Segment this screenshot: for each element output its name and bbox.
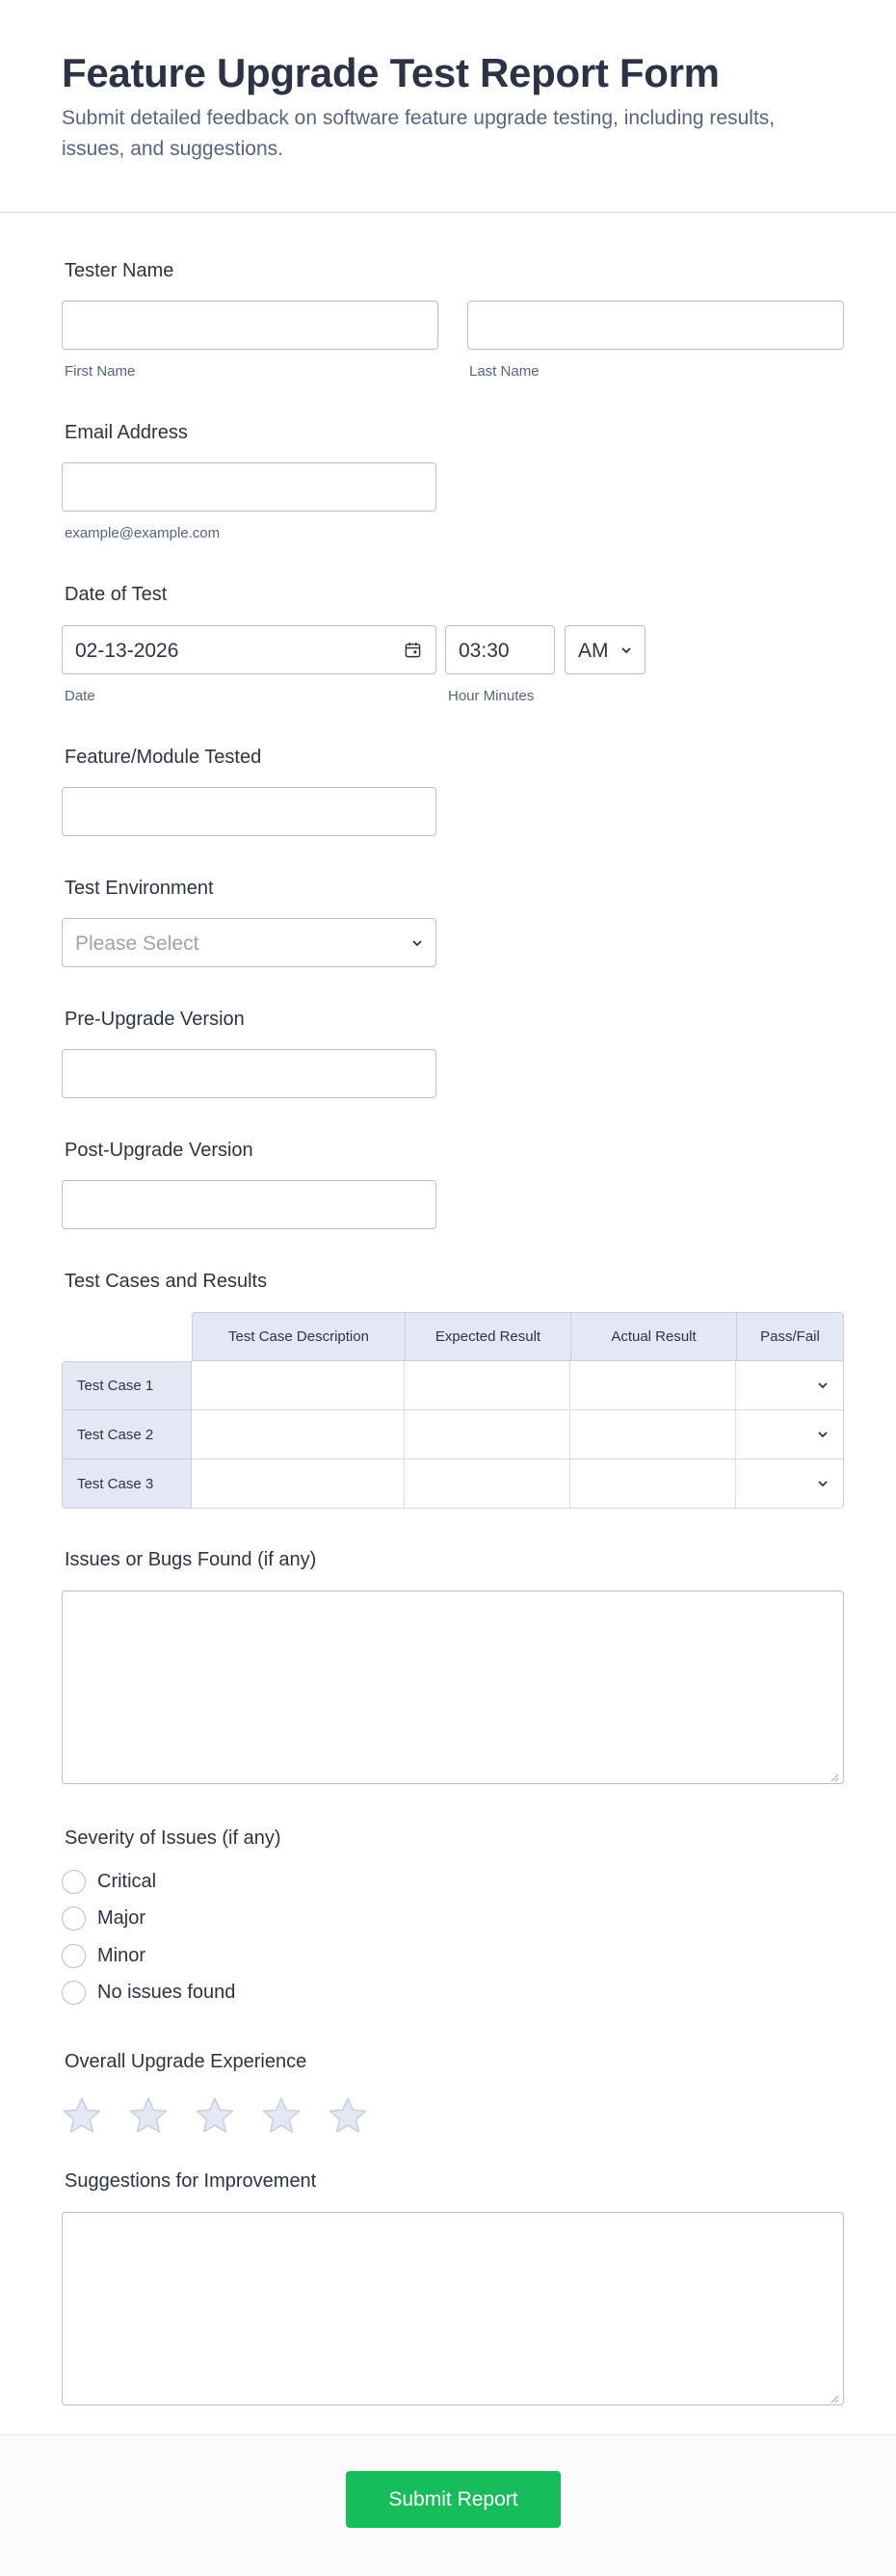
pass-fail-select[interactable] xyxy=(736,1361,844,1410)
row-label: Test Case 2 xyxy=(62,1410,192,1459)
form-subtitle: Submit detailed feedback on software feature upgrade testing, including results, issues, and suggestions. xyxy=(62,107,776,160)
radio-button[interactable] xyxy=(62,1870,86,1894)
chevron-down-icon xyxy=(816,1428,830,1441)
date-sublabel: Date xyxy=(65,688,95,704)
resize-handle-icon[interactable] xyxy=(830,1770,839,1779)
suggestions-label: Suggestions for Improvement xyxy=(65,2170,317,2192)
pre-version-input[interactable] xyxy=(62,1049,436,1098)
radio-button[interactable] xyxy=(62,1906,86,1931)
radio-label: Critical xyxy=(97,1870,157,1892)
issues-label: Issues or Bugs Found (if any) xyxy=(65,1549,317,1570)
time-sublabel: Hour Minutes xyxy=(448,688,535,704)
star-icon[interactable] xyxy=(261,2095,302,2136)
severity-option-none[interactable] xyxy=(62,1979,235,2006)
date-input[interactable] xyxy=(62,625,436,674)
radio-label: No issues found xyxy=(97,1981,236,2003)
actual-cell[interactable] xyxy=(570,1459,736,1509)
expected-cell[interactable] xyxy=(405,1410,570,1459)
severity-option-major[interactable] xyxy=(62,1905,145,1932)
post-version-input[interactable] xyxy=(62,1180,436,1229)
email-sublabel: example@example.com xyxy=(65,525,221,541)
star-icon[interactable] xyxy=(62,2095,102,2136)
column-header: Test Case Description xyxy=(192,1312,405,1361)
chevron-down-icon xyxy=(410,936,424,950)
environment-placeholder: Please Select xyxy=(75,933,199,955)
description-cell[interactable] xyxy=(192,1410,405,1459)
time-value: 03:30 xyxy=(459,640,510,662)
actual-cell[interactable] xyxy=(570,1361,736,1410)
radio-label: Minor xyxy=(97,1944,146,1966)
form-title: Feature Upgrade Test Report Form xyxy=(62,50,720,95)
submit-button[interactable]: Submit Report xyxy=(346,2471,561,2528)
form-header xyxy=(0,0,896,213)
last-name-sublabel: Last Name xyxy=(469,363,540,380)
expected-cell[interactable] xyxy=(405,1361,570,1410)
tester-name-label: Tester Name xyxy=(65,260,174,281)
radio-button[interactable] xyxy=(62,1944,86,1968)
column-header: Actual Result xyxy=(570,1312,736,1361)
ampm-value: AM xyxy=(578,640,609,662)
actual-cell[interactable] xyxy=(570,1410,736,1459)
post-version-label: Post-Upgrade Version xyxy=(65,1140,253,1161)
suggestions-textarea[interactable] xyxy=(62,2212,844,2405)
experience-label: Overall Upgrade Experience xyxy=(65,2051,307,2072)
column-header: Pass/Fail xyxy=(736,1312,844,1361)
row-label: Test Case 3 xyxy=(62,1459,192,1509)
issues-textarea[interactable] xyxy=(62,1590,844,1784)
chevron-down-icon xyxy=(619,644,633,657)
expected-cell[interactable] xyxy=(405,1459,570,1509)
date-value: 02-13-2026 xyxy=(75,640,179,662)
feature-input[interactable] xyxy=(62,787,436,836)
star-icon[interactable] xyxy=(195,2095,235,2136)
pass-fail-select[interactable] xyxy=(736,1459,844,1509)
description-cell[interactable] xyxy=(192,1361,405,1410)
star-icon[interactable] xyxy=(328,2095,368,2136)
last-name-input[interactable] xyxy=(467,301,844,350)
severity-label: Severity of Issues (if any) xyxy=(65,1827,281,1849)
star-icon[interactable] xyxy=(128,2095,169,2136)
severity-option-critical[interactable] xyxy=(62,1868,156,1895)
date-of-test-label: Date of Test xyxy=(65,584,168,605)
environment-select[interactable] xyxy=(62,918,436,967)
chevron-down-icon xyxy=(816,1477,830,1490)
time-input[interactable] xyxy=(445,625,555,674)
email-input[interactable] xyxy=(62,462,436,512)
pass-fail-select[interactable] xyxy=(736,1410,844,1459)
column-header: Expected Result xyxy=(405,1312,570,1361)
first-name-sublabel: First Name xyxy=(65,363,136,380)
environment-label: Test Environment xyxy=(65,878,214,899)
test-cases-label: Test Cases and Results xyxy=(65,1271,268,1292)
email-label: Email Address xyxy=(65,422,188,443)
star-rating xyxy=(62,2095,394,2136)
chevron-down-icon xyxy=(816,1379,830,1392)
test-cases-matrix xyxy=(62,1312,844,1508)
severity-option-minor[interactable] xyxy=(62,1942,145,1969)
description-cell[interactable] xyxy=(192,1459,405,1509)
radio-label: Major xyxy=(97,1906,146,1929)
calendar-icon[interactable] xyxy=(404,641,422,659)
pre-version-label: Pre-Upgrade Version xyxy=(65,1009,245,1030)
row-label: Test Case 1 xyxy=(62,1361,192,1410)
radio-button[interactable] xyxy=(62,1981,86,2005)
feature-label: Feature/Module Tested xyxy=(65,747,262,768)
ampm-select[interactable] xyxy=(565,625,646,674)
first-name-input[interactable] xyxy=(62,301,438,350)
resize-handle-icon[interactable] xyxy=(830,2391,839,2401)
